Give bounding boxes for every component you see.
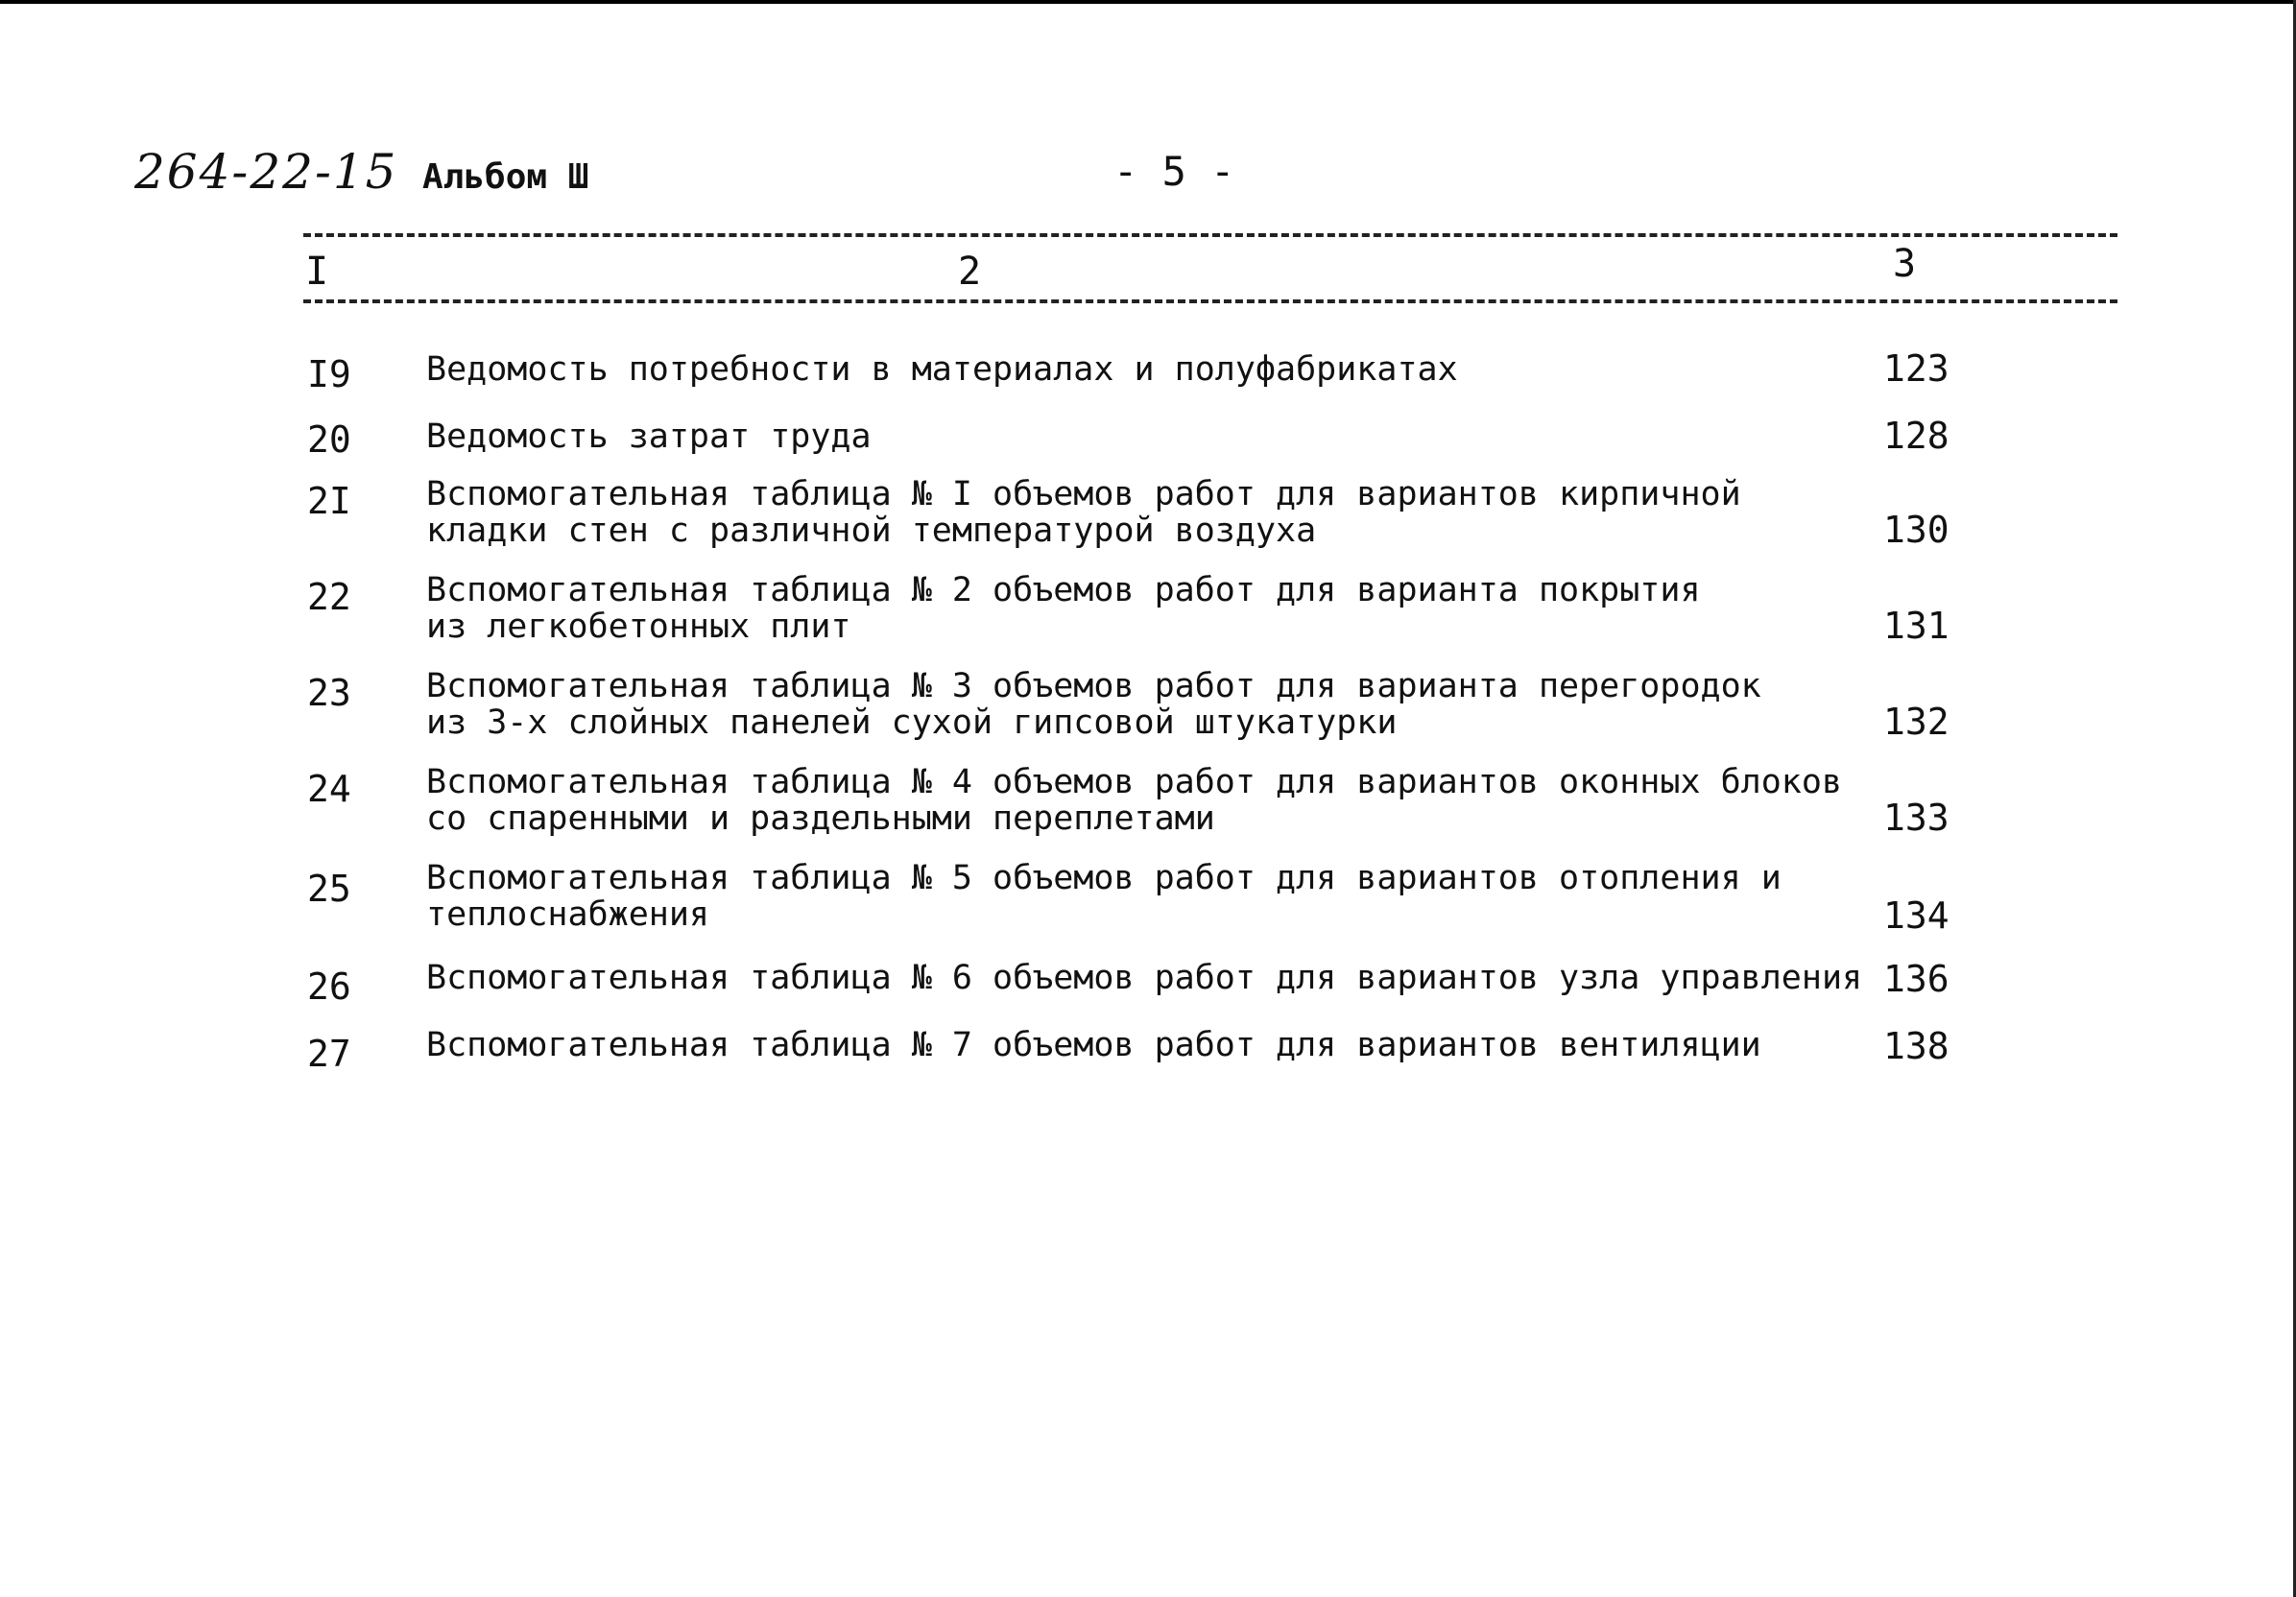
entry-number: 26 [307, 965, 351, 1008]
table-header-top-rule [303, 233, 2117, 237]
entry-number: 24 [307, 768, 351, 810]
album-label: Альбом Ш [422, 157, 589, 197]
entry-title: Вспомогательная таблица № 7 объемов работ для вариантов вентиляции [426, 1026, 1761, 1064]
entry-number: 23 [307, 672, 351, 714]
entry-page: 133 [1883, 797, 1949, 839]
entry-title: Вспомогательная таблица № I объемов работ для вариантов кирпичной кладки стен с различной температурой воздуха [426, 475, 1741, 550]
column-header-number: I [305, 250, 329, 294]
entry-title: Вспомогательная таблица № 3 объемов работ для варианта перегородок из 3-х слойных панелей сухой гипсовой штукатурки [426, 667, 1761, 742]
entry-page: 128 [1883, 415, 1949, 457]
entry-title: Ведомость потребности в материалах и полуфабрикатах [426, 350, 1458, 389]
entry-number: I9 [307, 353, 351, 395]
entry-title: Вспомогательная таблица № 5 объемов работ для вариантов отопления и теплоснабжения [426, 859, 1782, 934]
entry-title: Вспомогательная таблица № 2 объемов работ для варианта покрытия из легкобетонных плит [426, 571, 1701, 646]
page-number: - 5 - [1113, 148, 1235, 195]
entry-page: 132 [1883, 701, 1949, 743]
document-code: 264-22-15 [134, 144, 398, 200]
entry-page: 123 [1883, 347, 1949, 390]
scan-edge-top [0, 0, 2296, 4]
column-header-title: 2 [958, 250, 982, 294]
entry-title: Вспомогательная таблица № 4 объемов работ для вариантов оконных блоков со спаренными и раздельными переплетами [426, 763, 1843, 838]
entry-page: 131 [1883, 605, 1949, 647]
entry-page: 134 [1883, 894, 1949, 937]
entry-page: 138 [1883, 1025, 1949, 1067]
table-header-bottom-rule [303, 299, 2117, 303]
entry-title: Ведомость затрат труда [426, 417, 872, 456]
entry-number: 25 [307, 868, 351, 910]
entry-number: 20 [307, 418, 351, 461]
entry-number: 27 [307, 1033, 351, 1075]
entry-number: 2I [307, 480, 351, 522]
entry-number: 22 [307, 576, 351, 618]
entry-page: 136 [1883, 958, 1949, 1000]
column-header-page: 3 [1893, 242, 1917, 286]
entry-page: 130 [1883, 509, 1949, 551]
entry-title: Вспомогательная таблица № 6 объемов работ для вариантов узла управления [426, 959, 1863, 997]
